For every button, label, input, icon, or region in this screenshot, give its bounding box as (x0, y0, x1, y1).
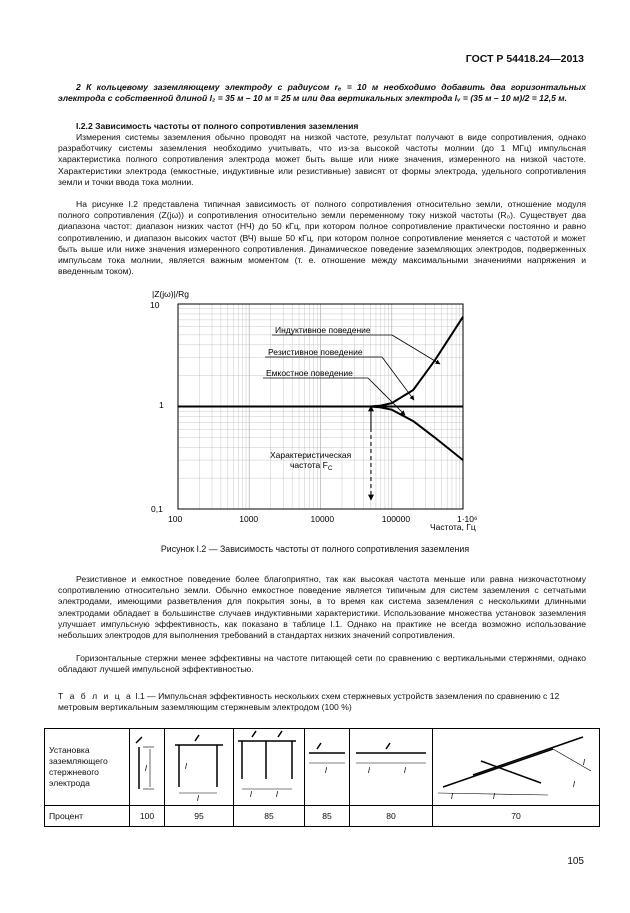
char-freq-label-1: Характеристическая (270, 450, 352, 460)
svg-text:l: l (493, 792, 495, 801)
svg-text:l: l (276, 790, 278, 799)
diagram-2 (165, 729, 234, 806)
svg-text:l: l (197, 794, 199, 803)
diagram-1 (130, 729, 165, 806)
diagram-6 (433, 729, 600, 806)
char-freq-label-2: частота $F_C$ (290, 460, 333, 472)
svg-text:l: l (404, 766, 406, 775)
svg-text:l: l (583, 758, 585, 767)
y-tick-10: 10 (150, 300, 160, 310)
svg-text:l: l (250, 790, 252, 799)
y-axis-label: |Z(jω)|/Rg (152, 289, 190, 299)
row-label-percent: Процент (45, 806, 130, 827)
diagram-5 (350, 729, 433, 806)
y-tick-1: 1 (159, 400, 164, 410)
legend-resistive: Резистивное поведение (268, 347, 363, 357)
x-axis-label: Частота, Гц (430, 522, 476, 532)
row-label-setup: Установка заземляющего стержневого электрода (45, 729, 130, 806)
value-cell: 85 (305, 806, 350, 827)
svg-text:l: l (451, 792, 453, 801)
y-tick-0-1: 0,1 (151, 504, 163, 514)
table-title: Т а б л и ц а I.1 — Импульсная эффективность нескольких схем стержневых устройств заземления по сравнению с 12 метровым вертикальным заземляющим стержневым электродом (100 %) (58, 691, 560, 713)
legend-inductive: Индуктивное поведение (275, 325, 371, 335)
section-title: I.2.2 Зависимость частоты от полного сопротивления заземления (76, 121, 359, 131)
value-cell: 100 (130, 806, 165, 827)
x-tick-label: 100000 (381, 514, 411, 524)
paragraph-3: Резистивное и емкостное поведение более благоприятно, так как высокая частота меньше или равна низкочастотному сопротивлению относительно земли. Обычно емкостное поведение является типичным для систем заземления с сетчатыми электродами, имеющими разветвления для покрытия зоны, в то время как система заземления с несколькими длинными электродами обладает в большинстве случаев индуктивными характеристики. Использование множества установок заземления улучшает импульсную эффективность, как показано в таблице I.1. Однако на практике не всегда возможно использование небольших электродов для выполнения требований в стандартах низких значений сопротивления. (58, 574, 586, 641)
paragraph-4: Горизонтальные стержни менее эффективны на частоте питающей сети по сравнению с вертикальными стержнями, однако обладают лучшей импульсной эффективностью. (58, 653, 586, 675)
efficiency-table (44, 728, 600, 827)
figure-caption: Рисунок I.2 — Зависимость частоты от полного сопротивления заземления (160, 544, 470, 554)
diagram-3 (234, 729, 305, 806)
page-number: 105 (567, 856, 584, 867)
value-cell: 95 (165, 806, 234, 827)
svg-text:l: l (368, 766, 370, 775)
value-cell: 85 (234, 806, 305, 827)
intro-note: 2 К кольцевому заземляющему электроду с радиусом rₑ = 10 м необходимо добавить два горизонтальных электрода с собственной длиной l₂ = 35 м – 10 м = 25 м или два вертикальных электрода lᵥ = (35 м – 10 м)/2 = 12,5 м. (58, 82, 586, 104)
x-tick-label: 100 (168, 514, 183, 524)
legend-capacitive: Емкостное поведение (266, 368, 353, 378)
svg-text:l: l (573, 780, 575, 789)
x-tick-label: 10000 (310, 514, 335, 524)
paragraph-2: На рисунке I.2 представлена типичная зависимость от полного сопротивления относительно земли, отношение модуля полного сопротивления (Z(jω)) и сопротивления относительно земли переменному току низкой частоты (R₀). Существует два диапазона частот: диапазон низких частот (НЧ) до 50 кГц, при котором полное сопротивление практически постоянно и равно сопротивлению, и диапазон высоких частот (ВЧ) выше 50 кГц, при котором полное сопротивление меняется с частотой и может быть выше или ниже значения измеренного сопротивления. Динамическое поведение заземляющих электродов, подверженных импульсам тока молнии, является важным моментом (т. е. отношение между максимальными значениями напряжения и введенным током). (58, 199, 586, 277)
svg-text:l: l (185, 762, 187, 771)
x-tick-label: 1000 (239, 514, 259, 524)
value-cell: 70 (433, 806, 600, 827)
paragraph-1: Измерения системы заземления обычно проводят на низкой частоте, результат получают в виде сопротивления, однако разработчику системы заземления необходимо учитывать, что из-за высокой частоты молнии (до 1 МГц) импульсная характеристика полного сопротивления электрода может быть выше или ниже значения, измеренного на низкой частоте. Характеристики электрода (емкостные, индуктивные или резистивные) зависят от формы электрода, удельного сопротивления земли и точки ввода тока молнии. (58, 132, 586, 187)
x-tick-label: 1·10⁶ (457, 514, 478, 524)
diagram-4 (305, 729, 350, 806)
value-cell: 80 (350, 806, 433, 827)
svg-text:l: l (325, 766, 327, 775)
svg-text:l: l (145, 764, 147, 773)
standard-header: ГОСТ Р 54418.24—2013 (465, 53, 584, 65)
